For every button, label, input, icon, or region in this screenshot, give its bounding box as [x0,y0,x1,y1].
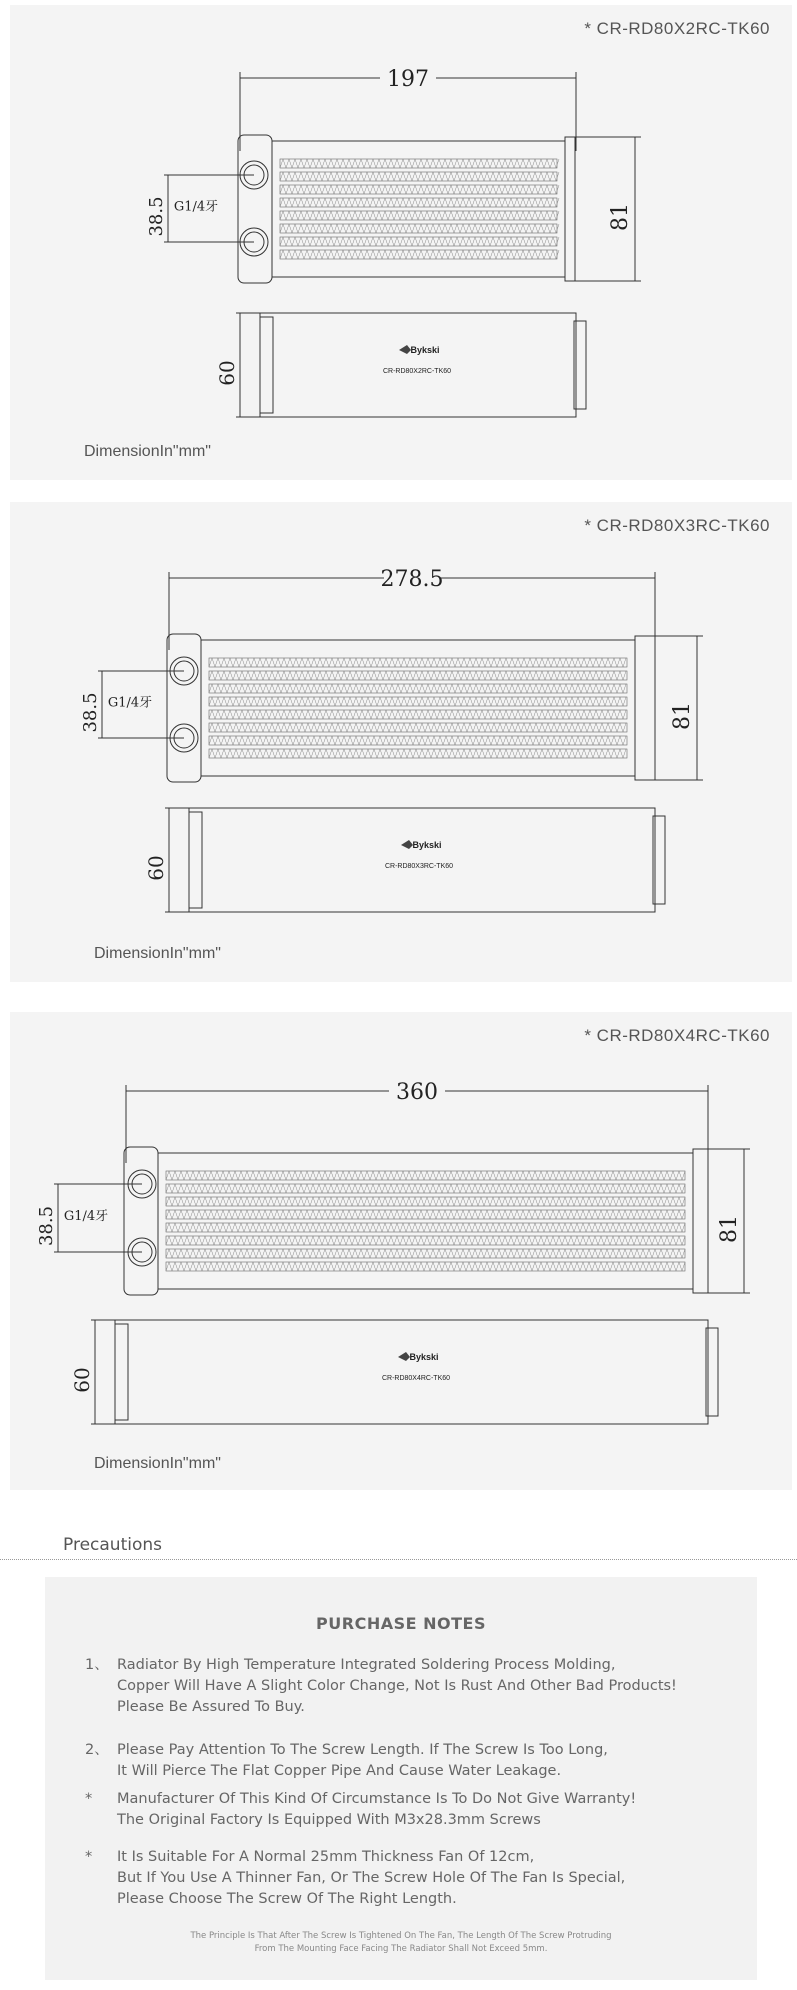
side-view-body [260,313,576,417]
fin-pattern [280,237,559,246]
port-spacing-label: 38.5 [146,196,167,237]
fin-pattern [166,1249,685,1258]
fin-pattern [280,185,559,194]
port-spacing-label: 38.5 [36,1205,57,1247]
fin-pattern [280,172,559,181]
note-item [85,1789,636,1831]
model-number: * CR-RD80X2RC-TK60 [584,19,770,38]
side-view-cap [260,317,273,413]
note-text: It Is Suitable For A Normal 25mm Thickness Fan Of 12cm, But If You Use A Thinner Fan, Or The Screw Hole Of The Fan Is Special, Please Choose The Screw Of The Right Length. [117,1849,626,1907]
fin-pattern [209,736,626,745]
end-cap [238,135,272,283]
dimension-note: DimensionIn"mm" [84,443,211,460]
fin-pattern [166,1223,685,1232]
fin-pattern [280,224,559,233]
side-view-body [189,808,655,912]
fin-pattern [166,1197,685,1206]
thickness-dimension-label: 60 [144,855,168,881]
note-item [85,1740,608,1782]
fin-pattern [280,211,559,220]
height-dimension-label: 81 [717,1215,742,1243]
footnote-line: The Principle Is That After The Screw Is Tightened On The Fan, The Length Of The Screw Protruding [190,1931,612,1941]
drawing-panel-3x [10,502,792,982]
brand-name: Bykski [412,840,442,850]
side-view-body [115,1320,708,1424]
model-label: CR-RD80X2RC-TK60 [382,368,452,375]
side-view-cap [115,1324,128,1420]
note-item [85,1655,677,1718]
notes-title: PURCHASE NOTES [316,1614,486,1633]
height-dimension-label: 81 [608,203,633,231]
precautions-heading: Precautions [63,1535,162,1555]
model-label: CR-RD80X3RC-TK60 [384,863,454,870]
dimension-note: DimensionIn"mm" [94,1455,221,1472]
brand-name: Bykski [410,345,440,355]
end-cap [167,634,201,782]
side-view-cap [189,812,202,908]
purchase-notes-box [45,1577,757,1980]
drawing-panel-2x [10,5,792,480]
divider [0,1559,797,1560]
note-text: Please Pay Attention To The Screw Length. If The Screw Is Too Long, It Will Pierce The Flat Copper Pipe And Cause Water Leakage. [117,1742,608,1779]
note-text: Manufacturer Of This Kind Of Circumstance Is To Do Not Give Warranty! The Original Factory Is Equipped With M3x28.3mm Screws [117,1791,637,1828]
thread-label: G1/4牙 [173,199,219,215]
end-cap [124,1147,158,1295]
port-spacing-label: 38.5 [80,692,101,733]
drawing-panel-4x [10,1012,792,1490]
fin-pattern [209,684,626,693]
thread-label: G1/4牙 [63,1209,109,1224]
fin-pattern [280,250,559,259]
fin-pattern [166,1236,685,1245]
width-dimension-label: 278.5 [380,567,444,592]
note-marker: 2、 [85,1742,109,1758]
note-marker: 1、 [85,1657,109,1673]
note-text: Radiator By High Temperature Integrated Soldering Process Molding, Copper Will Have A Slight Color Change, Not Is Rust And Other Bad Products! Please Be Assured To Buy. [117,1657,677,1715]
fin-pattern [166,1171,685,1180]
end-cap [693,1149,708,1293]
dimension-note: DimensionIn"mm" [94,945,221,962]
model-number: * CR-RD80X3RC-TK60 [584,516,770,535]
model-number: * CR-RD80X4RC-TK60 [584,1026,770,1045]
note-marker: * [85,1849,93,1865]
fin-pattern [209,658,626,667]
height-dimension-label: 81 [670,702,695,730]
width-dimension-label: 360 [396,1080,438,1105]
radiator-core [158,1153,693,1289]
radiator-drawing [10,502,792,982]
thread-label: G1/4牙 [107,695,153,711]
radiator-drawing [10,5,792,480]
fin-pattern [280,159,559,168]
width-dimension-label: 197 [387,67,429,92]
fin-pattern [209,710,626,719]
fin-pattern [166,1184,685,1193]
brand-logo-icon [399,345,411,354]
fin-pattern [209,697,626,706]
fin-pattern [209,723,626,732]
model-label: CR-RD80X4RC-TK60 [381,1375,451,1382]
end-cap [565,137,575,281]
brand-logo-icon [398,1352,410,1361]
fin-pattern [280,198,559,207]
note-item [85,1847,625,1910]
note-marker: * [85,1791,93,1807]
brand-name: Bykski [409,1352,439,1362]
footnote-line: From The Mounting Face Facing The Radiator Shall Not Exceed 5mm. [254,1944,548,1954]
fin-pattern [166,1210,685,1219]
fin-pattern [166,1262,685,1271]
end-cap [635,636,655,780]
thickness-dimension-label: 60 [215,360,239,386]
thickness-dimension-label: 60 [70,1367,94,1393]
radiator-drawing [10,1012,792,1490]
brand-logo-icon [401,840,413,849]
fin-pattern [209,671,626,680]
fin-pattern [209,749,626,758]
